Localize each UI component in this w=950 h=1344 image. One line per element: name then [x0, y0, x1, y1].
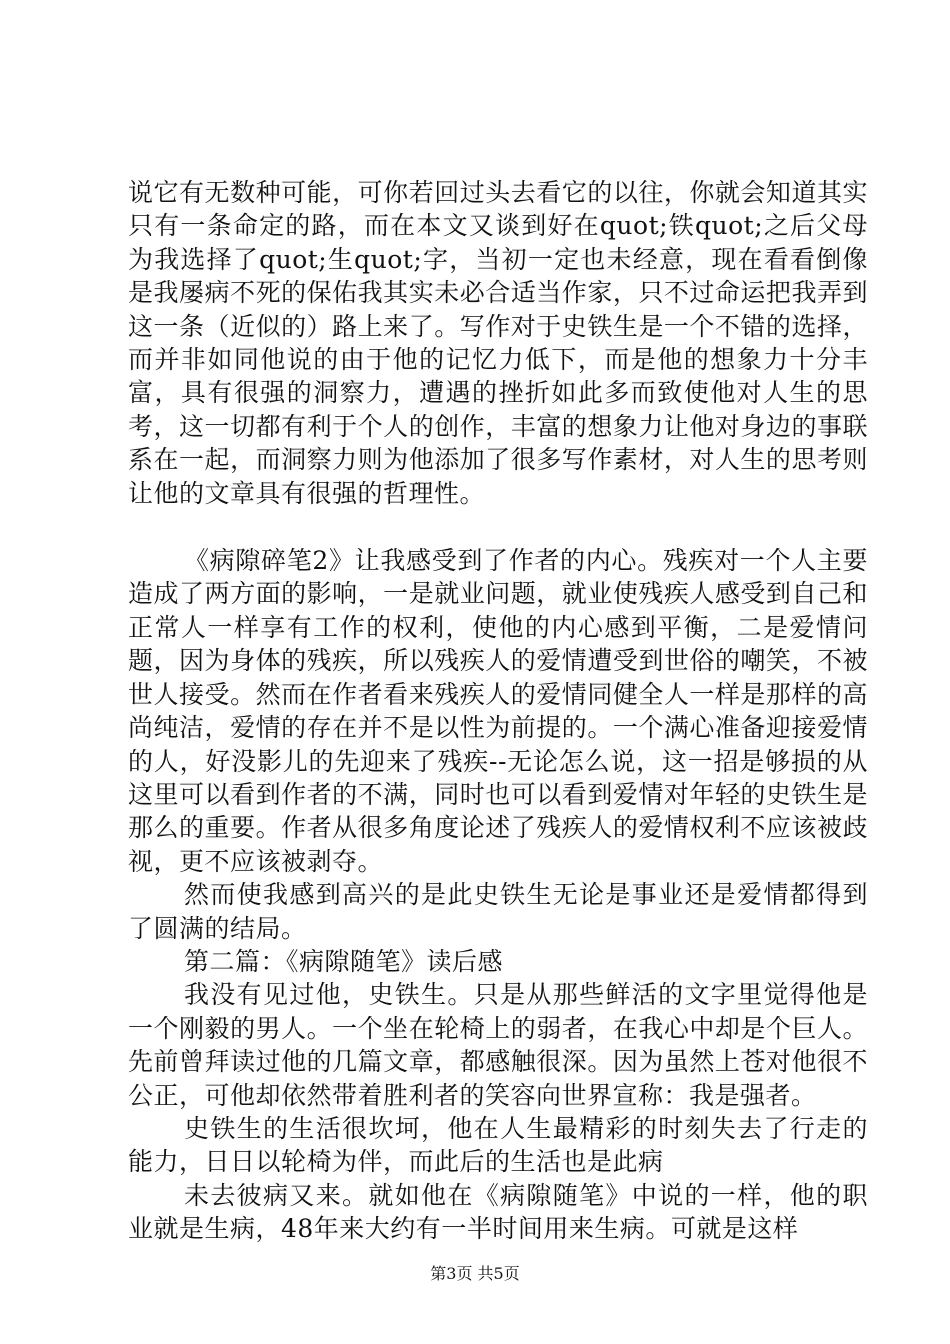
paragraph: 《病隙碎笔2》让我感受到了作者的内心。残疾对一个人主要造成了两方面的影响，一是就业问题，就业使残疾人感受到自己和正常人一样享有工作的权利，使他的内心感到平衡，二是爱情问题，因为身体的残疾，所以残疾人的爱情遭受到世俗的嘲笑，不被世人接受。然而在作者看来残疾人的爱情同健全人一样是那样的高尚纯洁，爱情的存在并不是以性为前提的。一个满心准备迎接爱情的人，好没影儿的先迎来了残疾--无论怎么说，这一招是够损的从这里可以看到作者的不满，同时也可以看到爱情对年轻的史铁生是那么的重要。作者从很多角度论述了残疾人的爱情权利不应该被歧视，更不应该被剥夺。 — [128, 546, 868, 876]
page-footer: 第3页 共5页 — [430, 1264, 520, 1283]
paragraph: 说它有无数种可能，可你若回过头去看它的以往，你就会知道其实只有一条命定的路，而在本文又谈到好在quot;铁quot;之后父母为我选择了quot;生quot;字，当初一定也未经意，现在看看倒像是我屡病不死的保佑我其实未必合适当作家，只不过命运把我弄到这一条（近似的）路上来了。写作对于史铁生是一个不错的选择，而并非如同他说的由于他的记忆力低下，而是他的想象力十分丰富，具有很强的洞察力，遭遇的挫折如此多而致使他对人生的思考，这一切都有利于个人的创作，丰富的想象力让他对身边的事联系在一起，而洞察力则为他添加了很多写作素材，对人生的思考则让他的文章具有很强的哲理性。 — [128, 178, 868, 508]
paragraph: 我没有见过他，史铁生。只是从那些鲜活的文字里觉得他是一个刚毅的男人。一个坐在轮椅上的弱者，在我心中却是个巨人。先前曾拜读过他的几篇文章，都感触很深。因为虽然上苍对他很不公正，可他却依然带着胜利者的笑容向世界宣称：我是强者。 — [128, 980, 868, 1110]
paragraph: 然而使我感到高兴的是此史铁生无论是事业还是爱情都得到了圆满的结局。 — [128, 880, 868, 943]
paragraph: 未去彼病又来。就如他在《病隙随笔》中说的一样，他的职业就是生病，48年来大约有一半时间用来生病。可就是这样 — [128, 1180, 868, 1244]
section-heading: 第二篇：《病隙随笔》读后感 — [184, 946, 504, 976]
paragraph: 史铁生的生活很坎坷，他在人生最精彩的时刻失去了行走的能力，日日以轮椅为伴，而此后的生活也是此病 — [128, 1113, 868, 1177]
document-body — [128, 176, 868, 1246]
